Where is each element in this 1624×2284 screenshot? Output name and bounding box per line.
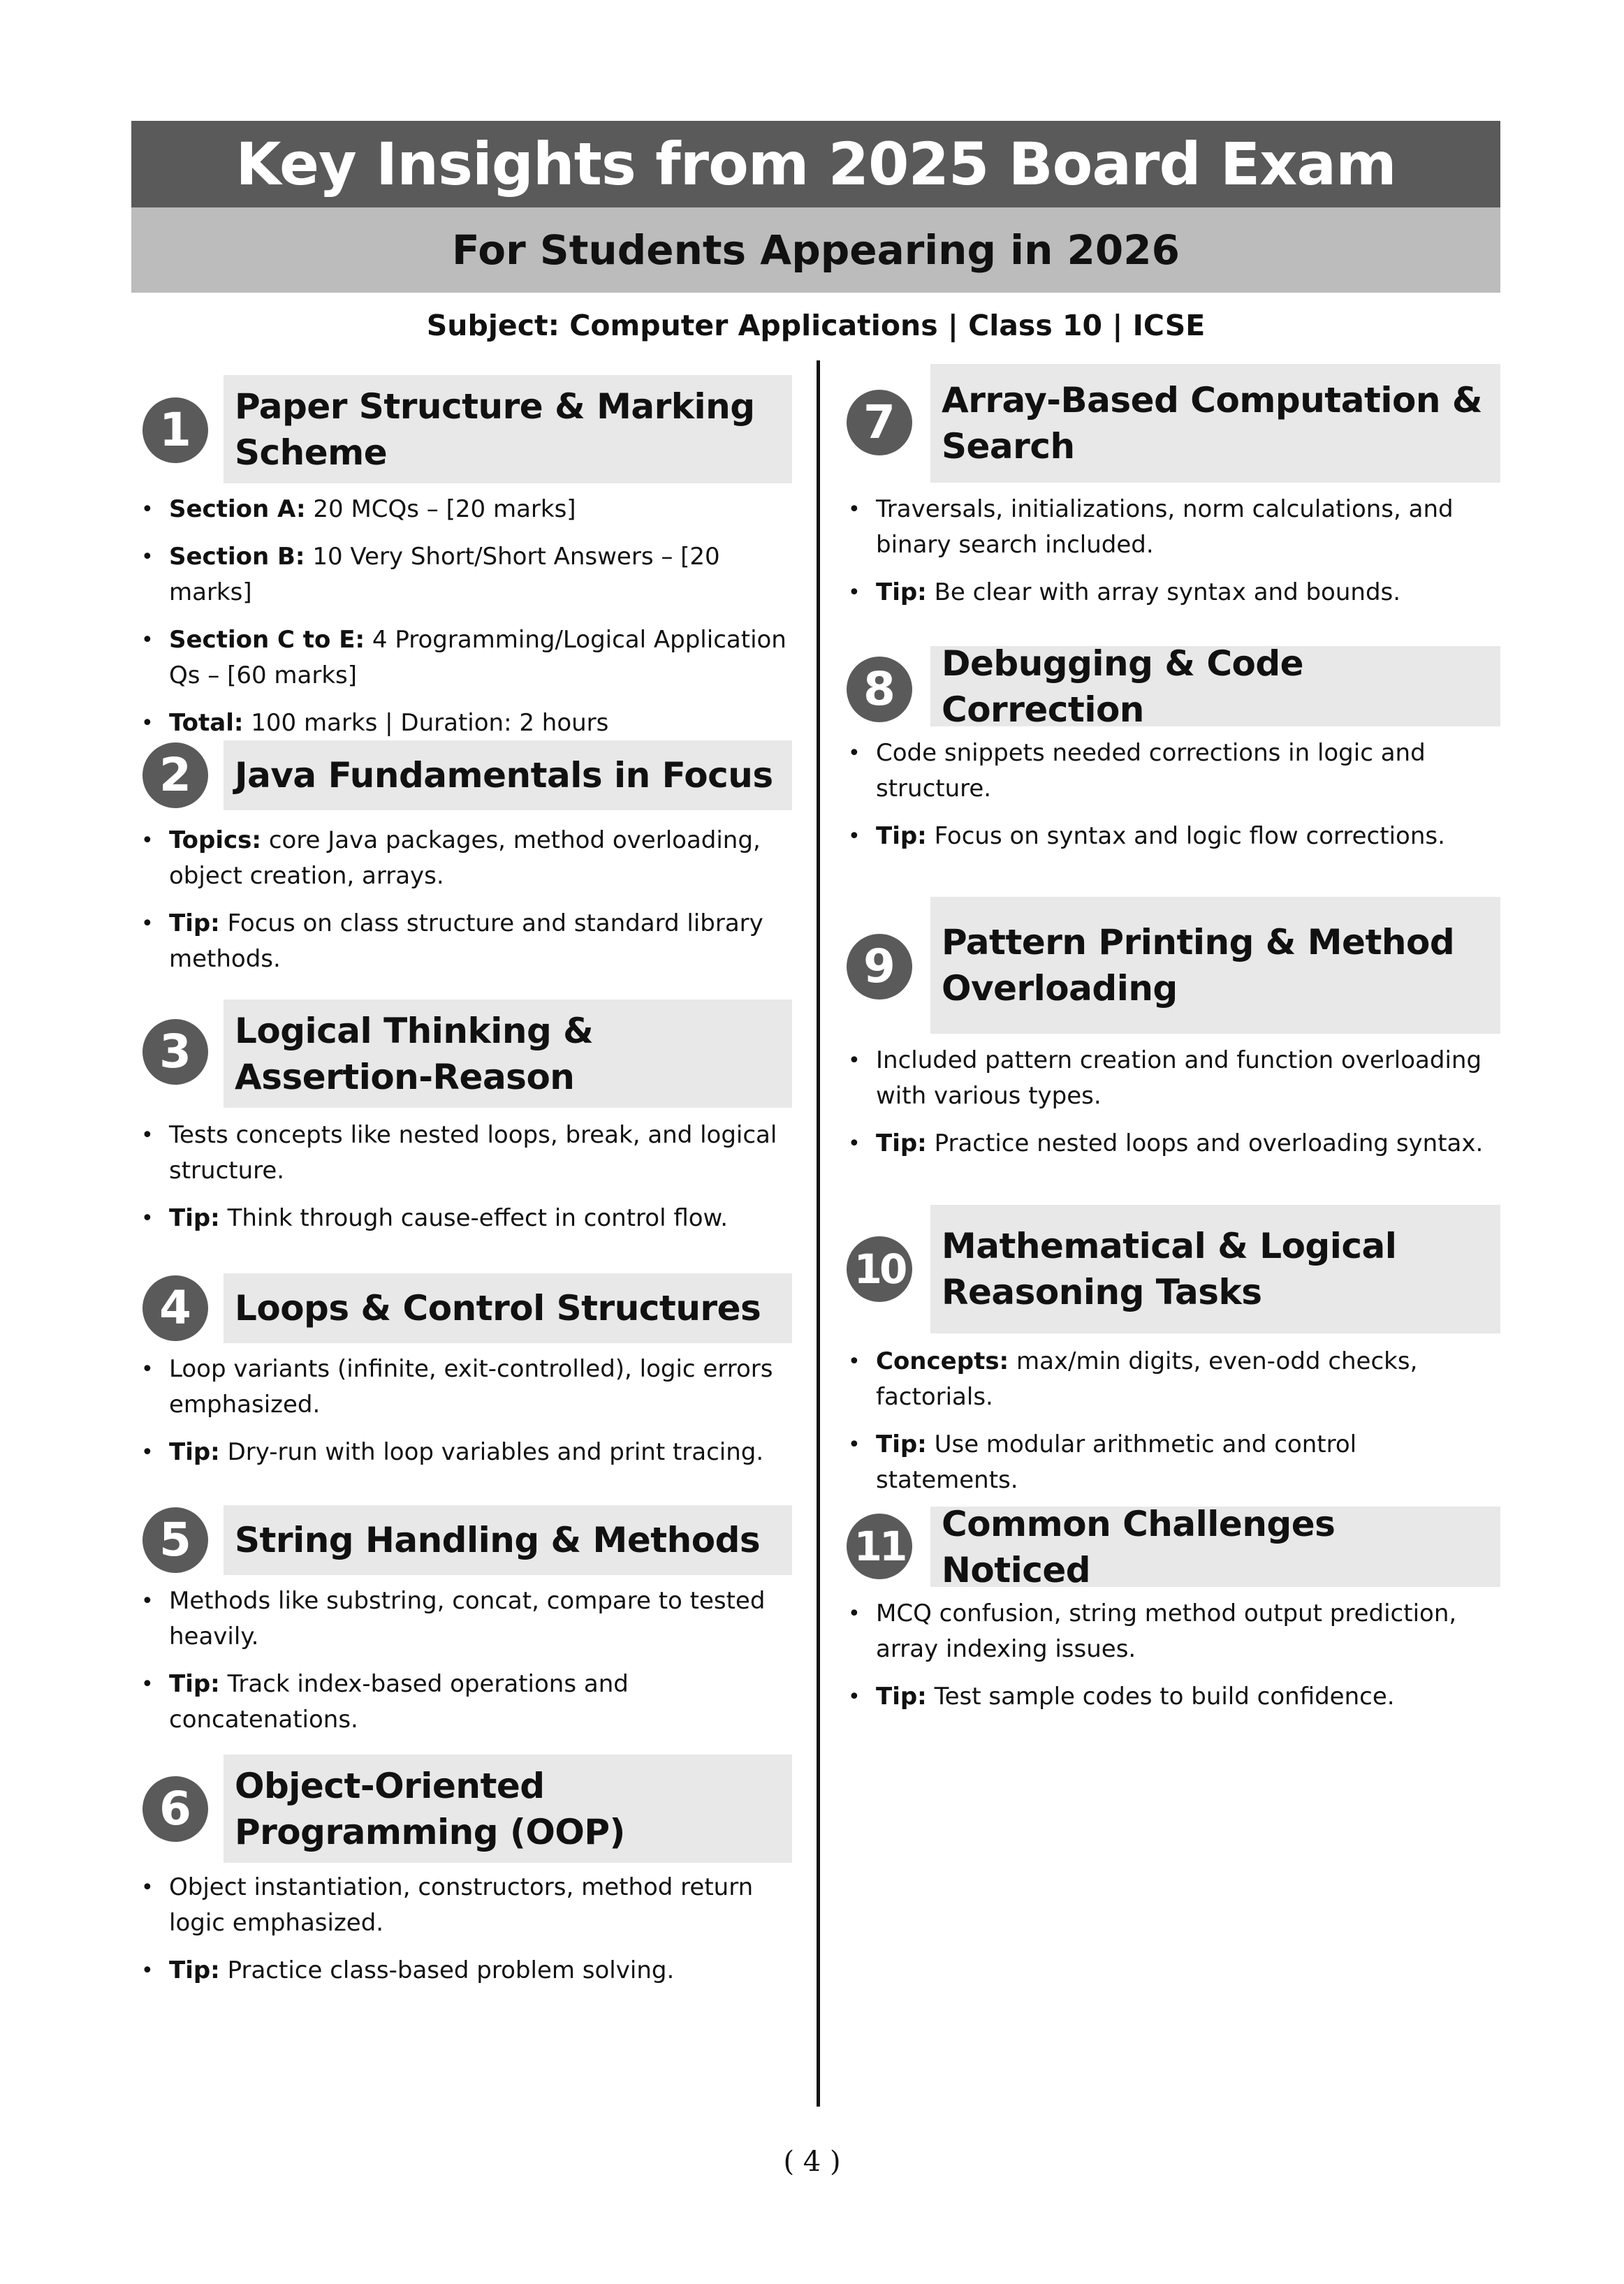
bullet-item: • Tip: Dry-run with loop variables and print tracing.	[131, 1435, 788, 1470]
section-heading-box	[930, 364, 1500, 483]
bullet-list	[838, 1596, 1488, 1727]
section-number-badge: 8	[847, 657, 912, 722]
bullet-item: • Tip: Focus on syntax and logic flow corrections.	[838, 819, 1488, 854]
bullet-list	[131, 823, 788, 989]
section-heading-box	[930, 1205, 1500, 1333]
bullet-list	[131, 492, 788, 753]
section-heading: Java Fundamentals in Focus	[235, 755, 773, 796]
bullet-list	[131, 1118, 788, 1248]
section-heading: Loops & Control Structures	[235, 1288, 761, 1328]
bullet-item: • Tip: Use modular arithmetic and control statements.	[838, 1427, 1488, 1498]
bullet-item: • Tip: Track index-based operations and concatenations.	[131, 1667, 788, 1738]
bullet-item: • Tip: Practice class-based problem solving.	[131, 1953, 788, 1989]
bullet-item: • Traversals, initializations, norm calculations, and binary search included.	[838, 492, 1488, 563]
column-divider	[817, 360, 820, 2107]
section-heading: Array-Based Computation & Search	[942, 380, 1482, 467]
section-heading: Logical Thinking & Assertion-Reason	[235, 1010, 594, 1097]
section-heading: Mathematical & Logical Reasoning Tasks	[942, 1226, 1397, 1312]
section-heading: Paper Structure & Marking Scheme	[235, 386, 755, 473]
section-number-badge: 6	[142, 1776, 208, 1842]
section-number-badge: 11	[847, 1514, 912, 1579]
section-number-badge: 7	[847, 390, 912, 455]
bullet-item: • Included pattern creation and function overloading with various types.	[838, 1043, 1488, 1114]
section-number-badge: 5	[142, 1507, 208, 1573]
section-heading-box	[930, 897, 1500, 1034]
section-heading: String Handling & Methods	[235, 1520, 761, 1560]
bullet-item: • Methods like substring, concat, compare to tested heavily.	[131, 1583, 788, 1655]
section-heading-box	[930, 643, 1500, 730]
bullet-item: • Tests concepts like nested loops, break, and logical structure.	[131, 1118, 788, 1189]
section-number-badge: 1	[142, 397, 208, 463]
section-heading: Debugging & Code Correction	[942, 643, 1304, 730]
section-heading: Common Challenges Noticed	[942, 1503, 1336, 1590]
section-heading: Object-Oriented Programming (OOP)	[235, 1765, 625, 1852]
bullet-item: • Code snippets needed corrections in logic and structure.	[838, 735, 1488, 807]
section-heading-box	[224, 1755, 792, 1863]
bullet-item: • Topics: core Java packages, method overloading, object creation, arrays.	[131, 823, 788, 894]
section-heading-box	[930, 1503, 1500, 1590]
section-heading-box	[224, 1505, 792, 1575]
page-subtitle: For Students Appearing in 2026	[131, 207, 1500, 293]
page-number: ( 4 )	[783, 2146, 841, 2178]
bullet-item: • Object instantiation, constructors, method return logic emphasized.	[131, 1870, 788, 1941]
bullet-item: • Section B: 10 Very Short/Short Answers – [20 marks]	[131, 539, 788, 610]
bullet-list	[131, 1583, 788, 1750]
bullet-item: • Tip: Be clear with array syntax and bounds.	[838, 575, 1488, 610]
bullet-item: • Concepts: max/min digits, even-odd checks, factorials.	[838, 1344, 1488, 1415]
section-number-badge: 10	[847, 1236, 912, 1302]
section-number-badge: 4	[142, 1275, 208, 1341]
bullet-list	[838, 1043, 1488, 1173]
subject-line: Subject: Computer Applications | Class 10 | ICSE	[426, 309, 1206, 342]
section-number-badge: 3	[142, 1019, 208, 1085]
section-heading-box	[224, 1000, 792, 1108]
bullet-list	[838, 1344, 1488, 1510]
section-heading-box	[224, 375, 792, 483]
bullet-item: • Tip: Focus on class structure and standard library methods.	[131, 906, 788, 977]
bullet-list	[838, 735, 1488, 866]
bullet-list	[838, 492, 1488, 622]
bullet-item: • Loop variants (infinite, exit-controlled), logic errors emphasized.	[131, 1352, 788, 1423]
section-heading-box	[224, 740, 792, 810]
bullet-list	[131, 1870, 788, 2000]
bullet-item: • Section C to E: 4 Programming/Logical Application Qs – [60 marks]	[131, 622, 788, 694]
bullet-item: • Tip: Practice nested loops and overloading syntax.	[838, 1126, 1488, 1162]
bullet-item: • Tip: Test sample codes to build confidence.	[838, 1679, 1488, 1715]
section-number-badge: 9	[847, 934, 912, 1000]
bullet-item: • MCQ confusion, string method output prediction, array indexing issues.	[838, 1596, 1488, 1667]
section-heading: Pattern Printing & Method Overloading	[942, 922, 1455, 1009]
section-number-badge: 2	[142, 742, 208, 808]
page-title: Key Insights from 2025 Board Exam	[131, 121, 1500, 207]
section-heading-box	[224, 1273, 792, 1343]
bullet-item: • Section A: 20 MCQs – [20 marks]	[131, 492, 788, 527]
bullet-list	[131, 1352, 788, 1482]
bullet-item: • Tip: Think through cause-effect in control flow.	[131, 1201, 788, 1236]
bullet-item: • Total: 100 marks | Duration: 2 hours	[131, 705, 788, 741]
